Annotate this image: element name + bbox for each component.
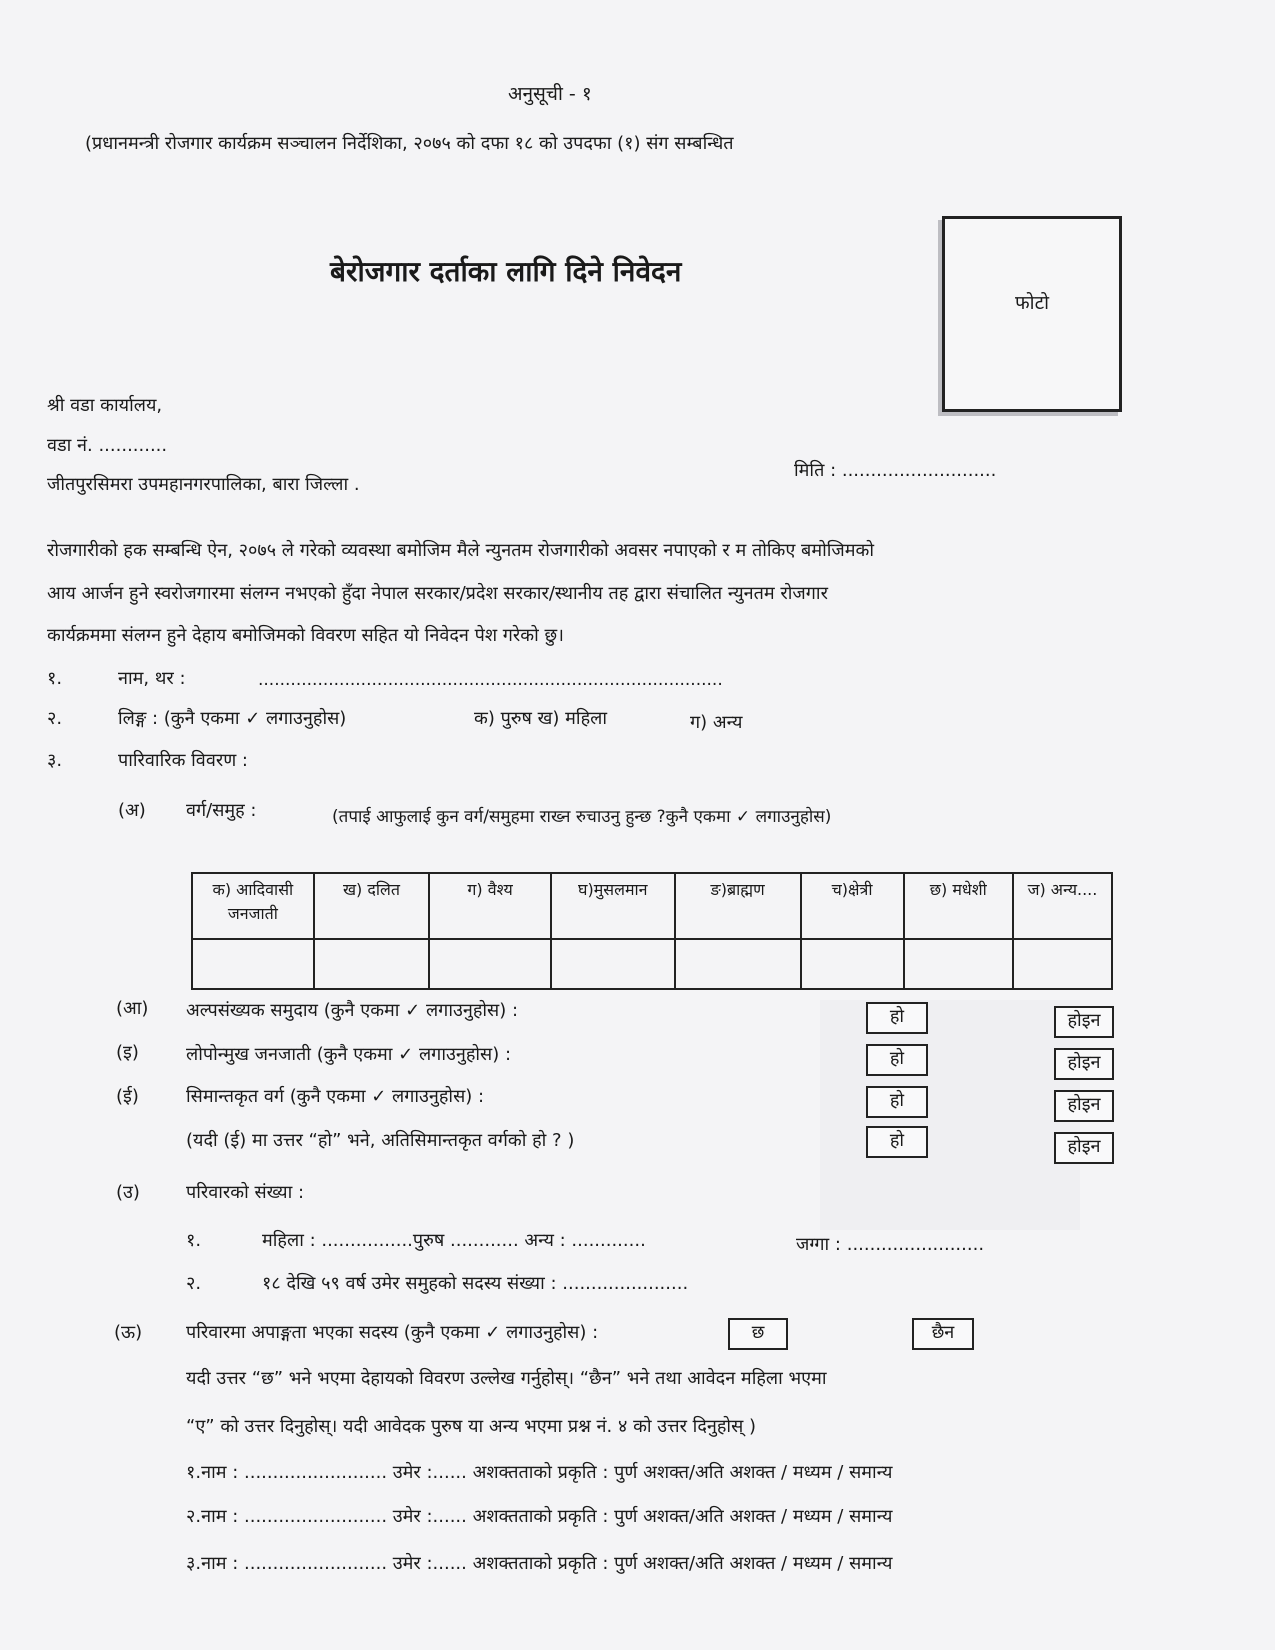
ward-number-field[interactable]: वडा नं. ............ [47,435,168,456]
marginalized-yes-box[interactable]: हो [866,1086,928,1118]
date-field[interactable]: मिति : ........................... [794,460,997,481]
q1-number: १. [47,668,63,689]
photo-box[interactable] [942,216,1122,412]
endangered-label: लोपोन्मुख जनजाती (कुनै एकमा ✓ लगाउनुहोस) : [186,1044,512,1065]
land-field[interactable]: जग्गा : ........................ [796,1234,985,1255]
marginalized-no-box[interactable]: होइन [1054,1090,1114,1122]
extremely-marginalized-question: (यदी (ई) मा उत्तर “हो” भने, अतिसिमान्तकृत वर्गको हो ? ) [186,1130,575,1151]
group-other: ज) अन्य.... [1013,873,1112,939]
disabled-no-box[interactable]: छैन [912,1318,974,1350]
disabled-note-1: यदी उत्तर “छ” भने भएमा देहायको विवरण उल्लेख गर्नुहोस्। “छैन” भने तथा आवेदन महिला भएमा [186,1368,827,1389]
sub-aa-letter: (आ) [116,998,149,1019]
q2-number: २. [47,708,63,729]
schedule-label: अनुसूची - १ [508,83,592,105]
group-hint: (तपाई आफुलाई कुन वर्ग/समुहमा राख्न रुचाउनु हुन्छ ?कुनै एकमा ✓ लगाउनुहोस) [332,807,832,827]
q1-label: नाम, थर : [118,668,186,689]
minority-yes-box[interactable]: हो [866,1002,928,1034]
disabled-member-row-3[interactable]: ३.नाम : ......................... उमेर :...... अशक्तताको प्रकृति : पुर्ण अशक्त/अति अशक्त / मध्यम / समान्य [186,1553,893,1574]
working-age-count-field[interactable]: १८ देखि ५९ वर्ष उमेर समुहको सदस्य संख्या : ...................... [262,1273,689,1294]
group-check-cell[interactable] [551,939,675,989]
q3-number: ३. [47,750,63,771]
name-field[interactable]: ...................................................................................... [258,670,723,690]
group-label: वर्ग/समुह : [186,800,257,821]
group-muslim: घ)मुसलमान [551,873,675,939]
gender-options[interactable]: क) पुरुष ख) महिला [474,708,607,729]
sub-i-letter: (इ) [116,1042,139,1063]
addressee-office: श्री वडा कार्यालय, [47,395,163,416]
sub-u-letter: (उ) [116,1182,140,1203]
disabled-member-label: परिवारमा अपाङ्गता भएका सदस्य (कुनै एकमा ✓ लगाउनुहोस) : [186,1322,599,1343]
sub-a-letter: (अ) [118,800,146,821]
intro-line-1: रोजगारीको हक सम्बन्धि ऐन, २०७५ ले गरेको व्यवस्था बमोजिम मैले न्युनतम रोजगारीको अवसर नपाएको र म तोकिए बमोजिमको [47,540,875,561]
municipality-line: जीतपुरसिमरा उपमहानगरपालिका, बारा जिल्ला . [47,474,360,495]
group-check-cell[interactable] [429,939,551,989]
family-size-row1-num: १. [186,1230,202,1251]
sub-ii-letter: (ई) [116,1086,139,1107]
form-title: बेरोजगार दर्ताका लागि दिने निवेदन [330,255,682,288]
minority-no-box[interactable]: होइन [1054,1006,1114,1038]
endangered-yes-box[interactable]: हो [866,1044,928,1076]
gender-label: लिङ्ग : (कुनै एकमा ✓ लगाउनुहोस) [118,708,347,729]
group-check-cell[interactable] [675,939,801,989]
intro-line-2: आय आर्जन हुने स्वरोजगारमा संलग्न नभएको हुँदा नेपाल सरकार/प्रदेश सरकार/स्थानीय तह द्वारा संचालित न्युनतम रोजगार [47,583,828,604]
extremely-marginalized-no-box[interactable]: होइन [1054,1132,1114,1164]
group-adivasi: क) आदिवासी जनजाती [192,873,314,939]
group-dalit: ख) दलित [314,873,430,939]
disabled-member-row-1[interactable]: १.नाम : ......................... उमेर :...... अशक्तताको प्रकृति : पुर्ण अशक्त/अति अशक्त / मध्यम / समान्य [186,1462,893,1483]
intro-line-3: कार्यक्रममा संलग्न हुने देहाय बमोजिमको विवरण सहित यो निवेदन पेश गरेको छु। [47,625,564,646]
group-check-cell[interactable] [314,939,430,989]
group-vaishya: ग) वैश्य [429,873,551,939]
family-count-fields[interactable]: महिला : ................पुरुष ............ अन्य : ............. [262,1230,646,1251]
reference-line: (प्रधानमन्त्री रोजगार कार्यक्रम सञ्चालन निर्देशिका, २०७५ को दफा १८ को उपदफा (१) संग सम्बन्धित [85,133,734,154]
photo-label: फोटो [1015,292,1050,314]
group-check-cell[interactable] [192,939,314,989]
extremely-marginalized-yes-box[interactable]: हो [866,1126,928,1158]
group-check-cell[interactable] [904,939,1013,989]
bleed-through-shade [820,1000,1080,1230]
family-size-label: परिवारको संख्या : [186,1182,305,1203]
disabled-note-2: “ए” को उत्तर दिनुहोस्। यदी आवेदक पुरुष या अन्य भएमा प्रश्न नं. ४ को उत्तर दिनुहोस् ) [186,1416,757,1437]
group-check-cell[interactable] [801,939,904,989]
marginalized-label: सिमान्तकृत वर्ग (कुनै एकमा ✓ लगाउनुहोस) : [186,1086,485,1107]
disabled-member-row-2[interactable]: २.नाम : ......................... उमेर :...... अशक्तताको प्रकृति : पुर्ण अशक्त/अति अशक्त / मध्यम / समान्य [186,1506,893,1527]
gender-other-option[interactable]: ग) अन्य [690,712,743,733]
group-table [191,872,1113,990]
disabled-yes-box[interactable]: छ [728,1318,788,1350]
endangered-no-box[interactable]: होइन [1054,1048,1114,1080]
group-check-cell[interactable] [1013,939,1112,989]
sub-uu-letter: (ऊ) [114,1322,143,1343]
group-chhetri: च)क्षेत्री [801,873,904,939]
family-size-row2-num: २. [186,1273,202,1294]
group-brahmin: ङ)ब्राह्मण [675,873,801,939]
minority-label: अल्पसंख्यक समुदाय (कुनै एकमा ✓ लगाउनुहोस) : [186,1000,519,1021]
group-madhesi: छ) मधेशी [904,873,1013,939]
family-details-label: पारिवारिक विवरण : [118,750,248,771]
